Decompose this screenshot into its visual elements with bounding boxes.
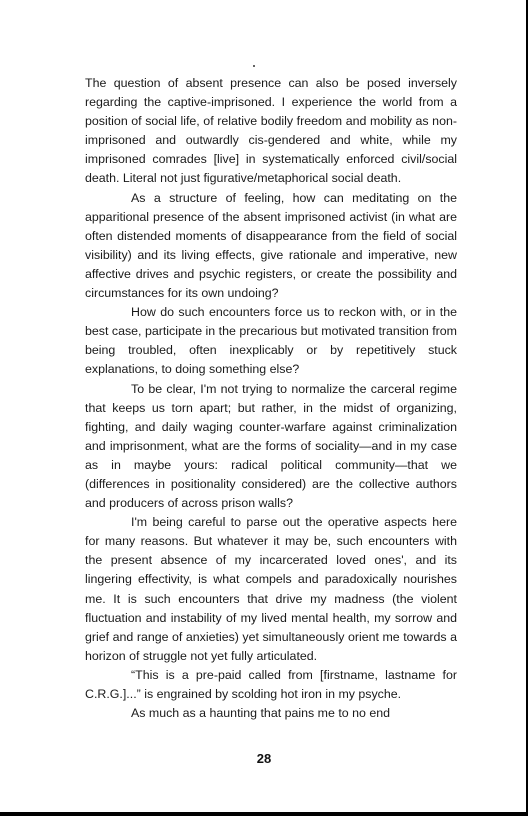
paragraph-2: As a structure of feeling, how can meditating on the apparitional presence of the absent imprisoned activist (in what are often distended moments of disappearance from the field of social visibility) and its living effects, give rationale and imperative, new affective drives and psychic registers, or create the possibility and circumstances for its own undoing?	[85, 190, 457, 301]
paragraph-3: How do such encounters force us to reckon with, or in the best case, participate in the precarious but motivated transition from being troubled, often inexplicably or by repetitively stuck explanations, to doing something else?	[85, 305, 457, 377]
paragraph-1: The question of absent presence can also be posed inversely regarding the captive-imprisoned. I experience the world from a position of social life, of relative bodily freedom and mobility as non-imprisoned and outwardly cis-gendered and white, while my imprisoned comrades [live] in systematically enforced civil/social death. Literal not just figurative/metaphorical social death.	[85, 76, 457, 186]
paragraph-5: I'm being careful to parse out the operative aspects here for many reasons. But whatever it may be, such encounters with the present absence of my incarcerated loved ones', and its lingering effectivity, is what compels and paradoxically nourishes me. It is such encounters that drive my madness (the violent fluctuation and instability of my lived mental health, my sorrow and grief and range of anxieties) yet simultaneously orient me towards a horizon of struggle not yet fully articulated.	[85, 515, 457, 663]
ink-speck	[253, 65, 255, 67]
body-text	[85, 74, 457, 723]
paragraph-7: As much as a haunting that pains me to no end	[131, 706, 390, 721]
paragraph-4: To be clear, I'm not trying to normalize the carceral regime that keeps us torn apart; but rather, in the midst of organizing, fighting, and daily waging counter-warfare against criminalization and imprisonment, what are the forms of sociality—and in my case as in maybe yours: radical political community—that we (differences in positionality considered) are the collective authors and producers of across prison walls?	[85, 381, 457, 511]
paragraph-6: “This is a pre-paid called from [firstname, lastname for C.R.G.]...” is engrained by scolding hot iron in my psyche.	[85, 667, 457, 701]
scan-edge-bottom	[0, 812, 528, 816]
page-number: 28	[256, 751, 272, 766]
